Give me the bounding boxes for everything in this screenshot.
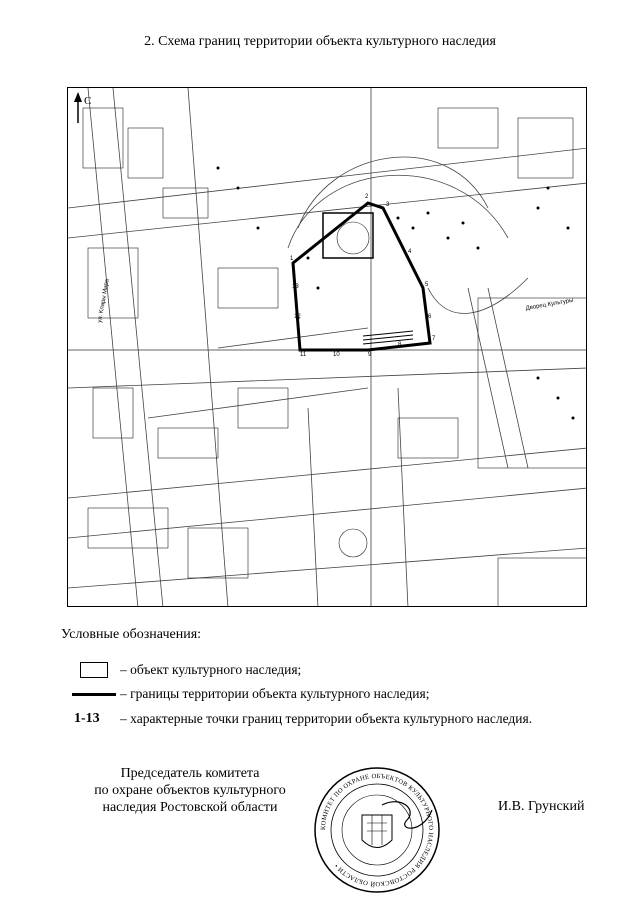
point-label-2: 2 [365, 194, 369, 200]
map-drawing [68, 88, 587, 607]
point-label-5: 5 [425, 282, 429, 288]
point-label-6: 6 [428, 314, 432, 320]
legend-symbol-code: 1-13 [74, 711, 100, 726]
point-label-10: 10 [333, 352, 340, 358]
site-plan-map [67, 87, 587, 607]
point-label-4: 4 [408, 249, 412, 255]
point-label-9: 9 [368, 352, 372, 358]
point-label-8: 8 [398, 342, 402, 348]
legend-item-boundary [60, 684, 620, 704]
legend-symbol-line [72, 686, 116, 702]
legend-text: – границы территории объекта культурного наследия; [120, 686, 430, 701]
point-label-1: 1 [290, 256, 294, 262]
point-label-12: 12 [294, 314, 301, 320]
point-label-3: 3 [386, 202, 390, 208]
building-label: Дворец Культуры [525, 297, 574, 312]
legend-title: Условные обозначения: [61, 627, 202, 642]
page-title: 2. Схема границ территории объекта культурного наследия [144, 34, 496, 49]
legend-text: – характерные точки границ территории объекта культурного наследия. [120, 711, 533, 726]
point-label-7: 7 [432, 336, 436, 342]
territory-boundary [293, 203, 430, 350]
point-label-11: 11 [300, 352, 307, 358]
point-label-13: 13 [292, 284, 299, 290]
signatory-name: И.В. Грунский [498, 799, 585, 814]
legend-item-points [60, 709, 620, 729]
official-seal [312, 765, 442, 895]
svg-text:КОМИТЕТ ПО ОХРАНЕ ОБЪЕКТОВ КУЛ: КОМИТЕТ ПО ОХРАНЕ ОБЪЕКТОВ КУЛЬТУРНОГО НАСЛЕДИЯ РОСТОВСКОЙ ОБЛАСТИ • [319, 772, 435, 888]
north-label: С [84, 95, 92, 107]
street-label: ул. Клары Мира [97, 278, 111, 324]
legend-text: – объект культурного наследия; [120, 662, 302, 677]
legend-symbol-box [72, 662, 116, 678]
signatory-position: Председатель комитета по охране объектов культурного наследия Ростовской области [94, 766, 286, 815]
legend-item-object [60, 660, 620, 680]
